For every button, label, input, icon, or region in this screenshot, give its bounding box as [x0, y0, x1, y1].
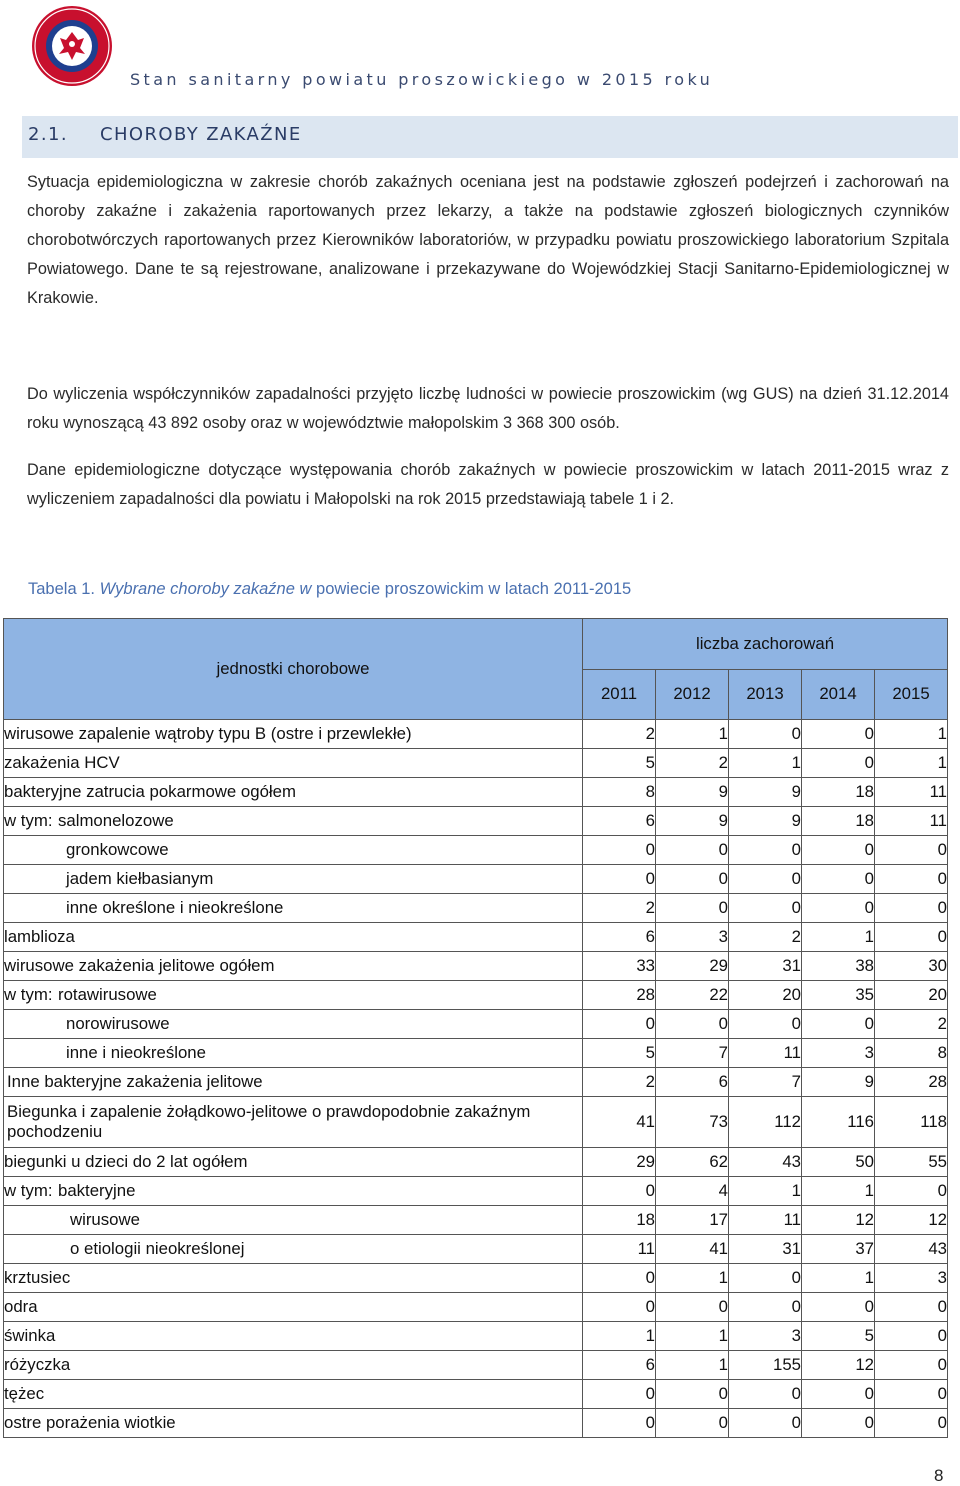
table-row	[4, 865, 948, 894]
year-header: 2011	[583, 669, 656, 720]
value-cell: 0	[875, 923, 948, 952]
value-cell: 17	[656, 1206, 729, 1235]
value-cell: 1	[729, 1177, 802, 1206]
row-label: inne określone i nieokreślone	[66, 898, 284, 917]
table-row	[4, 1322, 948, 1351]
row-label: norowirusowe	[66, 1014, 170, 1033]
value-cell: 0	[875, 1293, 948, 1322]
row-prefix: w tym:	[4, 985, 53, 1004]
value-cell: 41	[656, 1235, 729, 1264]
row-label: zakażenia HCV	[4, 753, 120, 772]
value-cell: 1	[656, 720, 729, 749]
value-cell: 28	[583, 981, 656, 1010]
value-cell: 0	[583, 1409, 656, 1438]
row-label: jadem kiełbasianym	[66, 869, 214, 888]
value-cell: 8	[875, 1039, 948, 1068]
row-label-cell	[4, 1010, 583, 1039]
row-label-cell	[4, 1097, 583, 1148]
value-cell: 0	[802, 749, 875, 778]
value-cell: 0	[656, 836, 729, 865]
value-cell: 62	[656, 1148, 729, 1177]
table-row	[4, 1039, 948, 1068]
value-cell: 0	[583, 1177, 656, 1206]
row-label-cell	[4, 1409, 583, 1438]
section-name: CHOROBY ZAKAŹNE	[100, 124, 302, 145]
value-cell: 7	[656, 1039, 729, 1068]
value-cell: 9	[656, 778, 729, 807]
value-cell: 2	[583, 894, 656, 923]
value-cell: 6	[583, 923, 656, 952]
paragraph: Dane epidemiologiczne dotyczące występowania chorób zakaźnych w powiecie proszowickim w latach 2011-2015 wraz z wyliczeniem zapadalności dla powiatu i Małopolski na rok 2015 przedstawiają tabele 1 i 2.	[27, 461, 949, 508]
value-cell: 18	[802, 778, 875, 807]
value-cell: 3	[802, 1039, 875, 1068]
value-cell: 29	[656, 952, 729, 981]
value-cell: 12	[875, 1206, 948, 1235]
value-cell: 0	[583, 865, 656, 894]
value-cell: 18	[583, 1206, 656, 1235]
value-cell: 3	[656, 923, 729, 952]
row-label: wirusowe zakażenia jelitowe ogółem	[4, 956, 275, 975]
row-label-cell	[4, 952, 583, 981]
disease-table	[3, 618, 948, 1438]
value-cell: 0	[583, 1264, 656, 1293]
section-heading-bar	[22, 116, 958, 158]
row-label-cell	[4, 836, 583, 865]
table-row	[4, 1177, 948, 1206]
value-cell: 41	[583, 1097, 656, 1148]
value-cell: 8	[583, 778, 656, 807]
value-cell: 0	[656, 1010, 729, 1039]
value-cell: 6	[656, 1068, 729, 1097]
value-cell: 0	[875, 1409, 948, 1438]
value-cell: 1	[729, 749, 802, 778]
value-cell: 9	[802, 1068, 875, 1097]
row-label-cell	[4, 1039, 583, 1068]
value-cell: 1	[802, 1264, 875, 1293]
value-cell: 0	[729, 894, 802, 923]
table-caption	[28, 580, 631, 599]
row-label-cell	[4, 1351, 583, 1380]
table-row	[4, 1148, 948, 1177]
value-cell: 155	[729, 1351, 802, 1380]
value-cell: 11	[875, 807, 948, 836]
value-cell: 73	[656, 1097, 729, 1148]
row-label: wirusowe	[70, 1210, 140, 1229]
value-cell: 1	[875, 749, 948, 778]
year-header: 2014	[802, 669, 875, 720]
value-cell: 12	[802, 1351, 875, 1380]
value-cell: 9	[729, 778, 802, 807]
value-cell: 0	[729, 836, 802, 865]
row-label-cell	[4, 981, 583, 1010]
value-cell: 30	[875, 952, 948, 981]
value-cell: 0	[802, 1293, 875, 1322]
value-cell: 4	[656, 1177, 729, 1206]
value-cell: 11	[875, 778, 948, 807]
value-cell: 50	[802, 1148, 875, 1177]
section-number: 2.1.	[28, 124, 68, 145]
value-cell: 55	[875, 1148, 948, 1177]
value-cell: 0	[656, 1409, 729, 1438]
value-cell: 0	[802, 1010, 875, 1039]
row-label-cell	[4, 720, 583, 749]
row-label: tężec	[4, 1384, 45, 1403]
year-header: 2013	[729, 669, 802, 720]
value-cell: 18	[802, 807, 875, 836]
table-row	[4, 1409, 948, 1438]
caption-italic: Wybrane choroby zakaźne w	[99, 580, 312, 598]
value-cell: 1	[875, 720, 948, 749]
table-row	[4, 1351, 948, 1380]
value-cell: 2	[583, 720, 656, 749]
year-header: 2012	[656, 669, 729, 720]
column-header-cases: liczba zachorowań	[583, 619, 948, 670]
row-label: krztusiec	[4, 1268, 71, 1287]
row-label: inne i nieokreślone	[66, 1043, 206, 1062]
value-cell: 6	[583, 807, 656, 836]
row-label: rotawirusowe	[58, 985, 157, 1004]
value-cell: 0	[729, 1010, 802, 1039]
row-label-cell	[4, 1068, 583, 1097]
value-cell: 0	[875, 865, 948, 894]
table-row	[4, 778, 948, 807]
value-cell: 9	[656, 807, 729, 836]
row-label: gronkowcowe	[66, 840, 169, 859]
value-cell: 20	[875, 981, 948, 1010]
table-row	[4, 923, 948, 952]
row-label: wirusowe zapalenie wątroby typu B (ostre i przewlekłe)	[4, 724, 412, 743]
section-title	[28, 124, 302, 145]
table-row	[4, 952, 948, 981]
value-cell: 5	[802, 1322, 875, 1351]
table-row	[4, 1068, 948, 1097]
row-label: bakteryjne	[58, 1181, 136, 1200]
paragraph: Do wyliczenia współczynników zapadalności przyjęto liczbę ludności w powiecie proszowickim (wg GUS) na dzień 31.12.2014 roku wynoszącą 43 892 osoby oraz w województwie małopolskim 3 368 300 osób.	[27, 385, 949, 432]
value-cell: 11	[729, 1206, 802, 1235]
value-cell: 11	[729, 1039, 802, 1068]
column-header-units: jednostki chorobowe	[4, 619, 583, 720]
value-cell: 0	[656, 1380, 729, 1409]
value-cell: 0	[583, 836, 656, 865]
row-label-cell	[4, 1322, 583, 1351]
value-cell: 0	[875, 894, 948, 923]
value-cell: 0	[875, 836, 948, 865]
row-label-cell	[4, 894, 583, 923]
value-cell: 0	[729, 865, 802, 894]
value-cell: 0	[875, 1177, 948, 1206]
table-row	[4, 720, 948, 749]
row-label-cell	[4, 923, 583, 952]
row-label-cell	[4, 1177, 583, 1206]
value-cell: 0	[729, 1293, 802, 1322]
value-cell: 3	[729, 1322, 802, 1351]
value-cell: 0	[656, 865, 729, 894]
value-cell: 0	[583, 1293, 656, 1322]
row-label: biegunki u dzieci do 2 lat ogółem	[4, 1152, 248, 1171]
institution-logo	[30, 4, 114, 88]
value-cell: 29	[583, 1148, 656, 1177]
row-label-cell	[4, 1264, 583, 1293]
value-cell: 3	[875, 1264, 948, 1293]
table-row	[4, 749, 948, 778]
value-cell: 118	[875, 1097, 948, 1148]
value-cell: 2	[875, 1010, 948, 1039]
table-row	[4, 1293, 948, 1322]
value-cell: 1	[656, 1351, 729, 1380]
row-label-cell	[4, 1293, 583, 1322]
value-cell: 0	[802, 720, 875, 749]
value-cell: 9	[729, 807, 802, 836]
value-cell: 0	[729, 1264, 802, 1293]
value-cell: 37	[802, 1235, 875, 1264]
row-label: Biegunka i zapalenie żołądkowo-jelitowe o prawdopodobnie zakaźnym pochodzeniu	[7, 1102, 531, 1141]
row-label-cell	[4, 1235, 583, 1264]
value-cell: 28	[875, 1068, 948, 1097]
value-cell: 33	[583, 952, 656, 981]
table-row	[4, 981, 948, 1010]
caption-prefix: Tabela 1.	[28, 580, 95, 598]
table-row	[4, 1097, 948, 1148]
value-cell: 1	[583, 1322, 656, 1351]
row-prefix: w tym:	[4, 1181, 53, 1200]
value-cell: 5	[583, 1039, 656, 1068]
value-cell: 0	[802, 865, 875, 894]
value-cell: 1	[656, 1322, 729, 1351]
row-label: lamblioza	[4, 927, 75, 946]
document-header: Stan sanitarny powiatu proszowickiego w 2015 roku	[130, 70, 714, 89]
table-row	[4, 1206, 948, 1235]
table-row	[4, 807, 948, 836]
table-row	[4, 1264, 948, 1293]
row-label: salmonelozowe	[58, 811, 174, 830]
value-cell: 0	[875, 1322, 948, 1351]
value-cell: 0	[802, 836, 875, 865]
value-cell: 35	[802, 981, 875, 1010]
value-cell: 7	[729, 1068, 802, 1097]
value-cell: 2	[656, 749, 729, 778]
value-cell: 0	[802, 1409, 875, 1438]
row-label: Inne bakteryjne zakażenia jelitowe	[7, 1072, 263, 1091]
value-cell: 5	[583, 749, 656, 778]
row-label: odra	[4, 1297, 38, 1316]
value-cell: 11	[583, 1235, 656, 1264]
row-label-cell	[4, 749, 583, 778]
row-label-cell	[4, 807, 583, 836]
value-cell: 0	[875, 1351, 948, 1380]
value-cell: 0	[802, 894, 875, 923]
value-cell: 116	[802, 1097, 875, 1148]
page-number: 8	[934, 1466, 944, 1485]
value-cell: 0	[802, 1380, 875, 1409]
value-cell: 0	[729, 1409, 802, 1438]
value-cell: 0	[729, 1380, 802, 1409]
year-header: 2015	[875, 669, 948, 720]
row-label-cell	[4, 1206, 583, 1235]
paragraph: Sytuacja epidemiologiczna w zakresie chorób zakaźnych oceniana jest na podstawie zgłoszeń podejrzeń i zachorowań na choroby zakaźne i zakażenia raportowanych przez lekarzy, a także na podstawie zgłoszeń biologicznych czynników chorobotwórczych raportowanych przez Kierowników laboratoriów, w przypadku powiatu proszowickiego laboratorium Szpitala Powiatowego. Dane te są rejestrowane, analizowane i przekazywane do Wojewódzkiej Stacji Sanitarno-Epidemiologicznej w Krakowie.	[27, 173, 949, 307]
value-cell: 1	[656, 1264, 729, 1293]
table-row	[4, 1010, 948, 1039]
row-label: o etiologii nieokreślonej	[70, 1239, 245, 1258]
table-row	[4, 894, 948, 923]
value-cell: 38	[802, 952, 875, 981]
table-row	[4, 836, 948, 865]
row-label-cell	[4, 1380, 583, 1409]
value-cell: 0	[583, 1380, 656, 1409]
value-cell: 2	[729, 923, 802, 952]
row-label-cell	[4, 1148, 583, 1177]
value-cell: 1	[802, 923, 875, 952]
row-label-cell	[4, 778, 583, 807]
row-prefix: w tym:	[4, 811, 53, 830]
value-cell: 22	[656, 981, 729, 1010]
value-cell: 0	[875, 1380, 948, 1409]
value-cell: 0	[729, 720, 802, 749]
value-cell: 43	[729, 1148, 802, 1177]
row-label-cell	[4, 865, 583, 894]
row-label: bakteryjne zatrucia pokarmowe ogółem	[4, 782, 296, 801]
value-cell: 43	[875, 1235, 948, 1264]
value-cell: 31	[729, 952, 802, 981]
value-cell: 31	[729, 1235, 802, 1264]
value-cell: 6	[583, 1351, 656, 1380]
row-label: różyczka	[4, 1355, 71, 1374]
row-label: świnka	[4, 1326, 56, 1345]
value-cell: 0	[583, 1010, 656, 1039]
table-row	[4, 1380, 948, 1409]
value-cell: 0	[656, 1293, 729, 1322]
table-row	[4, 1235, 948, 1264]
value-cell: 0	[656, 894, 729, 923]
value-cell: 112	[729, 1097, 802, 1148]
value-cell: 2	[583, 1068, 656, 1097]
value-cell: 12	[802, 1206, 875, 1235]
value-cell: 1	[802, 1177, 875, 1206]
value-cell: 20	[729, 981, 802, 1010]
row-label: ostre porażenia wiotkie	[4, 1413, 176, 1432]
caption-rest: powiecie proszowickim w latach 2011-2015	[316, 580, 632, 598]
